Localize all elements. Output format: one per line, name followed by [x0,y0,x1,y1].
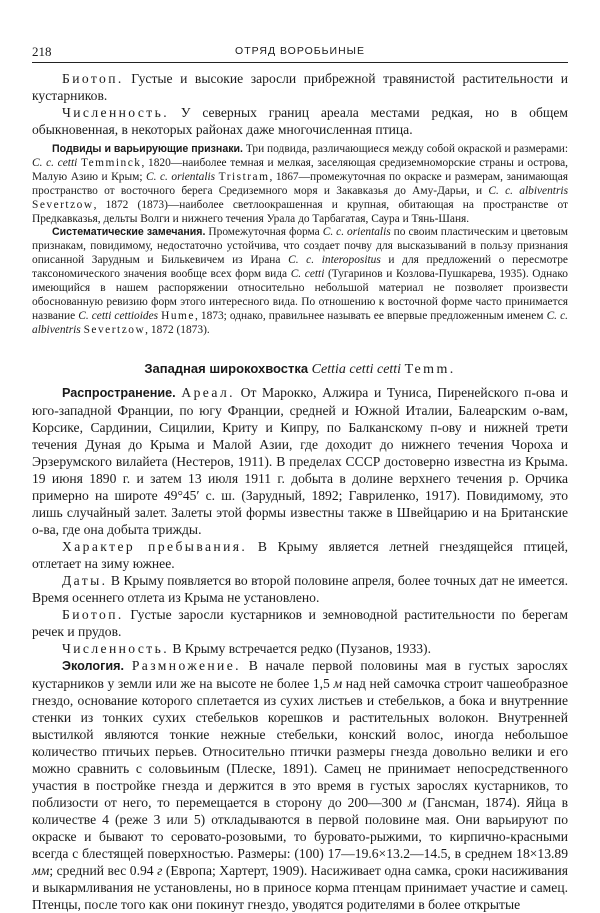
page-header [32,44,568,60]
stay-text: В Крыму является летней гнездящейся птицей, отлетает на зиму южнее. [32,538,568,571]
paragraph-subspecies [32,143,568,226]
paragraph-distribution [32,384,568,538]
distribution-label: Распространение. [62,385,176,400]
systematic-text: Промежуточная форма [205,226,323,239]
taxon-name: C. c. albiventris [32,309,568,336]
unit-meters: м [333,675,343,691]
subspecies-text: , 1867—промежуточная по окраске и размерам, занимающая пространство от восточного берега Средиземного моря и Закавказья до Аму-Дарьи, и [32,170,568,197]
taxon-name: C. c. cetti [32,156,78,169]
abundance-label: Численность. [62,105,170,120]
ecology-text: (Европа; Хартерт, 1909). Насиживает одна самка, сроки насиживания и выкармливания не установлены, но в приносе корма птенцам принимает участие и самец. Птенцы, после того как они покинут гнездо, уводятся родителями в более открытые [32,862,568,912]
taxon-name: C. cetti cettioides [78,309,159,322]
taxon-author: Temminck [80,156,142,169]
ecology-text: (Гансман, 1874). Яйца в количестве 4 (реже 3 или 5) откладываются в первой половине мая. Они варьируют по окраске и бывают то серовато-розовыми, то буровато-рыжими, то кирпично-красными всегда с блестящей поверхностью. Размеры: (100) 17—19.6×13.2—14.5, в среднем 18×13.89 [32,794,568,861]
taxon-name: C. cetti [290,268,325,281]
abundance-text: У северных границ ареала местами редкая, но в общем обыкновенная, в некоторых районах даже многочисленная птица. [32,105,568,137]
subspecies-text: , 1872 (1873)—наиболее светлоокрашенная и крупная, обитающая на пространстве от Предкавказья, дельты Волги и нижнего течения Урала до Тарбагатая, Саура и Тянь-Шаня. [32,198,568,225]
systematic-text: по своим пластическим и цветовым признакам, повидимому, недостаточно устойчива, что создает почву для высказываний в пользу признания описанной Зарудным и Билькевичем из Ирана [32,226,568,267]
taxon-name: C. c. interopositus [288,254,381,267]
taxon-name: C. c. albiventris [488,184,568,197]
header-rule [32,62,568,63]
taxon-author: Tristram [218,170,270,183]
running-title: ОТРЯД ВОРОБЬИНЫЕ [235,45,365,57]
ecology-text: В начале первой половины мая в густых зарослях кустарников у земли или же на высоте не более 1,5 [32,657,568,691]
area-label: Ареал. [181,384,235,400]
distribution-text: От Марокко, Алжира и Туниса, Пиренейского п-ова и юго-западной Франции, по югу Франции, средней и Южной Италии, Балеарским о-вам, Корсике, Сардинии, Сицилии, Криту и Кипру, по Балканскому п-ову и нижней трети течения Дуная до Крыма и Малой Азии, где доходит до нижнего течения Чороха и Эрзерумского вилайета (Нестеров, 1911). В пределах СССР достоверно известна из Крыма. 19 июня 1890 г. и затем 13 июля 1911 г. добыта в долине верхнего течения р. Орчика примерно на широте 49°45′ с. ш. (Зарудный, 1892; Гавриленко, 1917). Повидимому, это лишь случайный залет. Залеты этой формы известны также в Швейцарию и на Британские о-ва, где она добыта трижды. [32,384,568,537]
systematic-label: Систематические замечания. [52,226,206,239]
paragraph-ecology [32,657,568,913]
taxon-name: C. c. orientalis [322,226,391,239]
subspecies-text: , 1820—наиболее темная и мелкая, заселяющая средиземноморские страны и острова, Малую Азию и Крым; [32,156,569,183]
dates-label: Даты. [62,572,108,588]
paragraph-abundance-prev [32,104,568,138]
dates-text: В Крыму появляется во второй половине апреля, более точных дат не имеется. Время осеннего отлета из Крыма не установлено. [32,572,568,605]
subspecies-text: Три подвида, различающиеся между собой окраской и размерами: [242,143,568,155]
page-content [32,70,568,913]
taxon-author: Hume [161,309,195,322]
taxon-name: C. c. orientalis [146,170,216,183]
stay-label: Характер пребывания. [62,538,248,554]
paragraph-biotope-prev [32,70,568,104]
biotope-text: Густые заросли кустарников и земноводной растительности по берегам речек и прудов. [32,606,568,639]
species-heading [32,360,568,379]
ecology-text: над ней самочка строит чашеобразное гнездо, основание которого сплетается из сухих листьев и стебельков, а бока и внутренние стенки из тонких сухих стебельков корешков и растительных волокон. Внутренней выстилкой являются тонкие нежные стебельки, конский волос, иногда небольшое количество птичьих перьев. Относительно птички размеры гнезда довольно велики и его можно сравнить с соловьиным (Плеске, 1891). Самец не принимает непосредственного участия в постройке гнезда и держится в это время в густых зарослях кустарников, то поблизости от него, то перемещается в сторону до 200—300 [32,675,568,810]
subspecies-label: Подвиды и варьирующие признаки. [52,143,243,155]
taxon-author: Severtzow [83,323,146,336]
spacer [32,338,568,360]
paragraph-stay [32,538,568,572]
systematic-text: и для предложений о пересмотре таксономического значения вообще всех форм вида [32,254,568,281]
ecology-text: ; средний вес 0.94 [49,862,158,878]
biotope-label: Биотоп. [62,71,124,86]
biotope-label: Биотоп. [62,606,124,622]
systematic-text: , 1873; однако, правильнее называть ее впервые предложенным именем [194,309,547,322]
paragraph-biotope [32,606,568,640]
paragraph-dates [32,572,568,606]
species-name-latin: Cettia cetti cetti [311,361,402,377]
ecology-label: Экология. [62,658,124,673]
biotope-text: Густые и высокие заросли прибрежной травянистой растительности и кустарников. [32,71,568,103]
species-author: Temm. [404,361,456,377]
systematic-text: (Тугаринов и Козлова-Пушкарева, 1935). Однако имеющийся в нашем распоряжении относительно небольшой материал не позволяет произвести обоснованную ревизию форм этого интересного вида. По отношению к восточной форме часто принимается название [32,268,568,322]
abundance-text: В Крыму встречается редко (Пузанов, 1933). [169,640,431,656]
paragraph-systematic [32,226,568,337]
species-name-ru: Западная широкохвостка [144,360,309,376]
taxon-author: Severtzow [32,198,94,211]
unit-millimeters: мм [32,862,50,878]
unit-meters: м [407,794,417,810]
page-number: 218 [32,44,52,59]
breeding-label: Размножение. [131,657,241,673]
systematic-text: , 1872 (1873). [145,323,210,336]
unit-grams: г [157,862,163,878]
abundance-label: Численность. [62,640,170,656]
paragraph-abundance [32,640,568,657]
